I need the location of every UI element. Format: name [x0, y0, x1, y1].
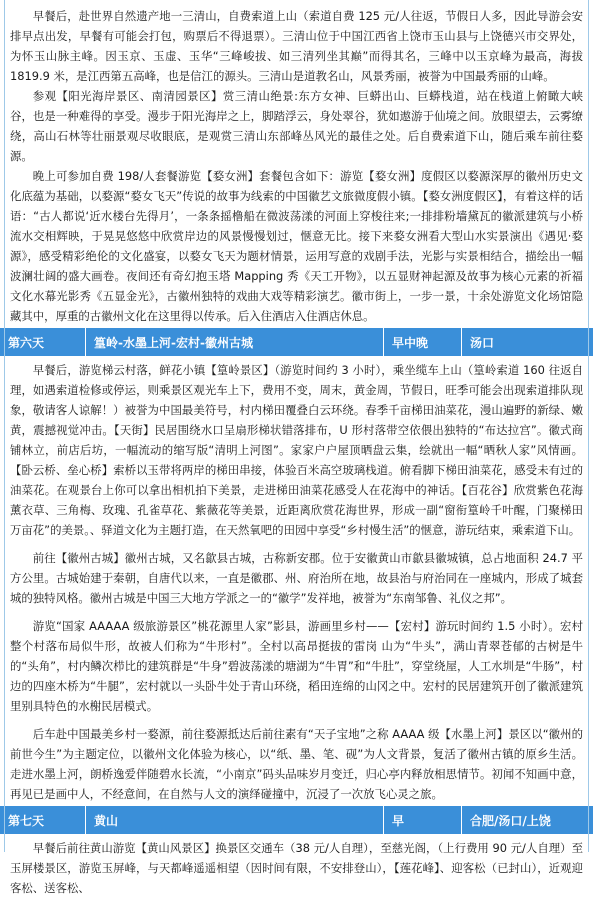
day6-title: 篁岭-水墨上河-宏村-徽州古城	[86, 328, 384, 356]
page-frame	[4, 0, 589, 852]
day6-label: 第六天	[0, 328, 86, 356]
huangling-paragraph: 早餐后，游览梯云村落，鲜花小镇【篁岭景区】（游览时间约 3 小时），乘坐缆车上山（篁岭索道 160 往返自理，如遇索道检修或停运，则乘景区观光车上下，费用不变，周末，黄金周，节假日，旺季可能会出现索道排队现象，敬请客人谅解！）被誉为中国最美符号，村内梯田覆叠白云环绕。春季千亩梯田油菜花，漫山遍野的新绿、嫩黄，震撼视觉冲击。【天街】民居围绕水口呈扇形梯状错落排布，U 形村落带空依偎出独特的“布达拉宫”。徽式商铺林立，前店后坊，一幅流动的缩写版“清明上河图”。家家户户屋顶晒盘云集，绘就出一幅“晒秋人家”风情画。【卧云桥、垒心桥】索桥以玉带将两岸的梯田串接，体验百米高空玻璃栈道。俯看脚下梯田油菜花，感受未有过的油菜花。在观景台上你可以拿出相机拍下美景，走进梯田油菜花感受人在花海中的神话。【百花谷】欣赏紫色花海薰衣草、三角梅、玫瑰、孔雀草花、紫薇花等美景，近距离欣赏花海世界，形成一副“窗衔篁岭千叶醒，门聚梯田万亩花”的美景。、驿道文化为主题打造，在天然氧吧的田园中享受“乡村慢生活”的惬意，游玩结束，乘索道下山。	[10, 363, 583, 537]
shuimo-paragraph: 后车赴中国最美乡村一婺源，前往婺源抵达后前往素有“天子宝地”之称 AAAA 级【水墨上河】景区以“徽州的前世今生”为主题定位，以徽州文化体验为核心，以“纸、墨、笔、砚”为人文背景，复活了徽州古镇的原乡生活。走进水墨上河，朗桥逸爱伴随碧水长流，“小南京”码头品味岁月变迁，归心亭内释放相思情节。初闻不知画中意，再见已是画中人，不经意间，在自然与人文的演绎碰撞中，沉浸了一次放飞心灵之旅。	[10, 727, 583, 801]
sanqingshan-paragraph: 早餐后，赴世界自然遗产地一三清山，自费索道上山（索道自费 125 元/人往返，节假日人多，因此导游会安排早点出发，早餐有可能会打包，购票后不得退票）。三清山位于中国江西省上饶市玉山县与上饶德兴市交界处，为怀玉山脉主峰。因玉京、玉虚、玉华“三峰峻拔、如三清列坐其巅”而得其名，三峰中以玉京峰为最高，海拔 1819.9 米，是江西第五高峰，也是信江的源头。三清山是道教名山，风景秀丽，被誉为中国最秀丽的山峰。	[10, 9, 583, 83]
huangshan-paragraph: 早餐后前往黄山游览【黄山风景区】换景区交通车（38 元/人自理），至慈光阁，（上行费用 90 元/人自理）至玉屏楼景区，游览玉屏峰，与天都峰遥遥相望（因时间有限，不安排登山），【莲花峰】、迎客松（已封山），近观迎客松、送客松、	[10, 841, 583, 895]
hongcun-paragraph: 游览“国家 AAAAA 级旅游景区”桃花源里人家”影县，游画里乡村——【宏村】游玩时间约 1.5 小时）。宏村整个村落布局似牛形，故被人们称为“牛形村”。全村以高昂挺拔的雷岗 山为“牛头”，满山青翠苍郁的古树是牛的“头角”，村内鳞次栉比的建筑群是“牛身”碧波荡漾的塘湖为“牛胃”和“牛肚”，穿堂绕屋，人工水圳是“牛肠”，村边的四座木桥为“牛腿”，宏村就以一头卧牛处于青山环绕，稻田连绵的山冈之中。宏村的民居建筑开创了徽派建筑里别具特色的水榭民居模式。	[10, 619, 583, 713]
day6-meals: 早中晚	[384, 328, 462, 356]
day7-label: 第七天	[0, 806, 86, 834]
day7-meals: 早	[384, 806, 462, 834]
huizhou-paragraph: 前往【徽州古城】徽州古城，又名歙县古城，古称新安郡。位于安徽黄山市歙县徽城镇，总占地面积 24.7 平方公里。古城始建于秦朝，自唐代以来，一直是徽郡、州、府治所在地，故县治与府治同在一座城内，形成了城套城的独特风格。徽州古城是中国三大地方学派之一的“徽学”发祥地，被誉为“东南邹鲁、礼仪之邦”。	[10, 551, 583, 605]
sunshine-coast-paragraph: 参观【阳光海岸景区、南清园景区】赏三清山绝景:东方女神、巨蟒出山、巨蟒栈道，站在栈道上俯瞰大峡谷，也是一种难得的享受。漫步于阳光海岸之上，脚踏浮云，身处翠谷，犹如遨游于仙境之间。放眼望去，云雾缭绕，高山石林等壮丽景观尽收眼底，是观赏三清山东部峰丛风光的最佳之处。后自费索道下山，随后乘车前往婺源。	[10, 89, 583, 163]
day6-hotel: 汤口	[470, 335, 495, 350]
wunvzhou-paragraph: 晚上可参加自费 198/人套餐游览【婺女洲】套餐包含如下：游览【婺女洲】度假区以婺源深厚的徽州历史文化底蕴为基础，以婺源“婺女飞天”传说的故事为线索的中国徽艺文旅微度假小镇。【婺女洲度假区】，有着这样的话语：“古人都说‘近水楼台先得月’，一条条摇橹船在微波荡漾的河面上穿梭往来;一排排粉墙黛瓦的徽派建筑与小桥流水交相辉映，于晃晃悠悠中欣赏岸边的风景慢慢划过，惬意无比。接下来婺女洲看大型山水实景演出《遇见·婺源》，感受精彩绝伦的文化盛宴，以婺女飞天为题材情景，运用写意的戏剧手法，光影与实景相结合，描绘出一幅波澜壮阔的盛大画卷。夜间还有奇幻抱玉塔 Mapping 秀《天工开物》，以五显财神起源及故事为核心元素的祈福文化水幕光影秀《五显金光》，古徽州独特的戏曲大戏等精彩演艺。徽市街上，一步一景，十余处游览文化场馆隐藏其中，厚重的古徽州文化在这里得以传承。后入住酒店入住酒店休息。	[10, 169, 583, 323]
day7-hotel: 合肥/汤口/上饶	[470, 813, 551, 828]
day7-title: 黄山	[86, 806, 384, 834]
